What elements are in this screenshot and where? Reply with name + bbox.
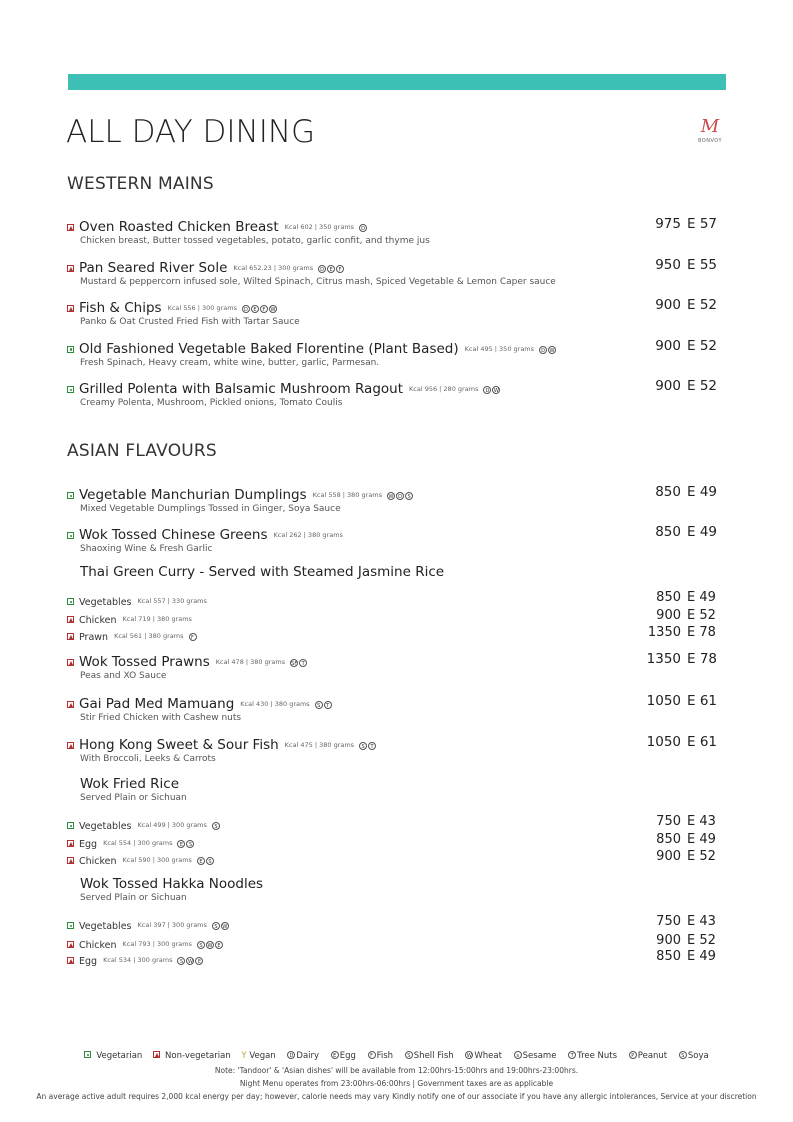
allergen-icon: W bbox=[388, 494, 394, 500]
allergen-icon: SF bbox=[291, 661, 298, 667]
allergen-icon: E bbox=[215, 941, 223, 949]
egg-icon: E bbox=[331, 1051, 339, 1059]
menu-option bbox=[67, 625, 729, 644]
option-price-euro: E 52 bbox=[687, 849, 716, 864]
menu-option bbox=[67, 914, 729, 933]
item-desc: Shaoxing Wine & Fresh Garlic bbox=[80, 544, 213, 554]
allergen-icon: D bbox=[483, 386, 491, 394]
option-price-euro: E 52 bbox=[687, 608, 716, 623]
item-name: Wok Tossed Chinese Greens bbox=[79, 527, 268, 543]
allergen-icon: E bbox=[177, 840, 185, 848]
option-price-euro: E 49 bbox=[687, 832, 716, 847]
option-name: Egg bbox=[79, 956, 98, 967]
item-name: Grilled Polenta with Balsamic Mushroom Ragout bbox=[79, 381, 403, 397]
soya-icon: S bbox=[679, 1051, 687, 1059]
option-meta: Kcal 793 | 300 grams bbox=[122, 940, 192, 948]
menu-item bbox=[67, 651, 729, 681]
veg-icon bbox=[67, 532, 74, 539]
item-desc: Mustard & peppercorn infused sole, Wilted Spinach, Citrus mash, Spiced Vegetable & Lemon Caper sauce bbox=[80, 276, 556, 287]
legend-vegetarian: Vegetarian bbox=[96, 1051, 143, 1061]
item-desc: With Broccoli, Leeks & Carrots bbox=[80, 754, 216, 764]
menu-item bbox=[67, 338, 729, 368]
option-meta: Kcal 397 | 300 grams bbox=[137, 921, 207, 929]
allergen-icon: D bbox=[318, 265, 326, 273]
vegan-icon: Y bbox=[241, 1051, 247, 1061]
allergen-icon: D bbox=[396, 492, 404, 500]
item-name: Pan Seared River Sole bbox=[79, 259, 228, 276]
option-price-euro: E 49 bbox=[687, 590, 716, 605]
allergen-icon: W bbox=[549, 347, 555, 354]
legend-fish: Fish bbox=[376, 1051, 394, 1061]
menu-option bbox=[67, 814, 729, 833]
menu-item bbox=[67, 297, 729, 327]
allergen-icon: S bbox=[177, 957, 185, 965]
item-desc: Fresh Spinach, Heavy cream, white wine, butter, garlic, Parmesan. bbox=[80, 357, 380, 368]
item-meta: Kcal 602 | 350 grams bbox=[284, 223, 355, 231]
item-price: 850 bbox=[655, 524, 681, 540]
item-price: 900 bbox=[655, 337, 681, 354]
allergen-icon: F bbox=[189, 633, 197, 641]
option-name: Vegetables bbox=[79, 921, 132, 932]
page-title: ALL DAY DINING bbox=[66, 114, 316, 150]
menu-item bbox=[67, 484, 729, 514]
allergen-icon: W bbox=[188, 959, 193, 965]
option-price-euro: E 78 bbox=[687, 625, 716, 640]
note-calorie: An average active adult requires 2,000 kcal energy per day; however, calorie needs may vary Kindly notify one of our associate if you have any allergic intolerances, Service at your discretion bbox=[36, 1092, 757, 1101]
item-price-euro: E 52 bbox=[687, 378, 717, 394]
nonveg-icon bbox=[67, 265, 74, 272]
option-meta: Kcal 590 | 300 grams bbox=[122, 856, 192, 864]
veg-icon bbox=[67, 598, 74, 605]
menu-item bbox=[67, 734, 729, 764]
allergen-icon: S bbox=[359, 742, 367, 750]
legend-sesame: Sesame bbox=[522, 1051, 557, 1061]
item-meta: Kcal 558 | 380 grams bbox=[312, 491, 383, 499]
shellfish-icon: S bbox=[405, 1051, 413, 1059]
item-name: Oven Roasted Chicken Breast bbox=[79, 219, 279, 235]
allergen-icon: W bbox=[207, 943, 213, 949]
option-meta: Kcal 534 | 300 grams bbox=[103, 956, 173, 964]
item-name: Gai Pad Med Mamuang bbox=[79, 695, 235, 712]
allergen-icon: D bbox=[539, 346, 547, 354]
hakka-noodles-title: Wok Tossed Hakka Noodles bbox=[80, 876, 264, 892]
option-meta: Kcal 719 | 380 grams bbox=[122, 615, 192, 623]
item-price-euro: E 61 bbox=[687, 734, 717, 750]
option-name: Chicken bbox=[79, 940, 117, 951]
option-price-euro: E 49 bbox=[687, 949, 716, 964]
veg-icon bbox=[67, 346, 74, 353]
veg-icon bbox=[67, 822, 74, 829]
thai-curry-title: Thai Green Curry - Served with Steamed Jasmine Rice bbox=[80, 564, 445, 580]
legend-shellfish: Shell Fish bbox=[413, 1051, 454, 1061]
fried-rice-desc: Served Plain or Sichuan bbox=[80, 793, 187, 803]
item-desc: Panko & Oat Crusted Fried Fish with Tartar Sauce bbox=[80, 317, 300, 327]
menu-item bbox=[67, 693, 729, 723]
tree-nuts-icon: T bbox=[568, 1051, 576, 1059]
item-price: 1050 bbox=[646, 734, 681, 750]
option-price: 850 bbox=[656, 590, 681, 605]
option-price: 850 bbox=[656, 832, 681, 847]
item-price: 850 bbox=[655, 484, 681, 500]
item-price: 1350 bbox=[646, 651, 681, 667]
veg-icon bbox=[84, 1051, 91, 1058]
item-price-euro: E 52 bbox=[687, 297, 717, 313]
item-meta: Kcal 495 | 350 grams bbox=[464, 344, 535, 353]
option-meta: Kcal 499 | 300 grams bbox=[137, 821, 207, 829]
item-name: Fish & Chips bbox=[79, 300, 162, 316]
legend-tree-nuts: Tree Nuts bbox=[577, 1051, 618, 1061]
item-price-euro: E 55 bbox=[687, 256, 717, 273]
menu-option bbox=[67, 590, 729, 609]
option-name: Prawn bbox=[79, 632, 109, 643]
item-name: Vegetable Manchurian Dumplings bbox=[79, 487, 307, 503]
wheat-icon: W bbox=[466, 1053, 472, 1059]
legend-dairy: Dairy bbox=[296, 1051, 320, 1061]
legend-egg: Egg bbox=[339, 1051, 356, 1061]
option-meta: Kcal 561 | 380 grams bbox=[114, 632, 184, 640]
item-price-euro: E 57 bbox=[687, 216, 717, 232]
allergen-icon: E bbox=[195, 957, 203, 965]
legend-nonveg: Non-vegetarian bbox=[165, 1051, 231, 1061]
legend-wheat: Wheat bbox=[474, 1051, 502, 1061]
legend-soya: Soya bbox=[687, 1051, 709, 1061]
option-name: Vegetables bbox=[79, 597, 132, 608]
allergen-icon: D bbox=[359, 224, 367, 232]
allergen-icon: W bbox=[222, 924, 228, 930]
logo-brand: BONVOY bbox=[697, 138, 723, 144]
allergen-icon: S bbox=[405, 492, 413, 500]
item-price: 950 bbox=[655, 256, 681, 273]
item-price: 900 bbox=[655, 297, 681, 313]
option-name: Egg bbox=[79, 839, 98, 850]
note-night-menu: Night Menu operates from 23:00hrs-06:00hrs | Government taxes are as applicable bbox=[239, 1079, 554, 1088]
option-price-euro: E 52 bbox=[687, 933, 716, 948]
item-meta: Kcal 475 | 380 grams bbox=[284, 741, 355, 749]
menu-item bbox=[67, 378, 729, 408]
menu-item bbox=[67, 257, 729, 287]
item-desc: Mixed Vegetable Dumplings Tossed in Ginger, Soya Sauce bbox=[80, 504, 341, 514]
item-desc: Stir Fried Chicken with Cashew nuts bbox=[80, 712, 242, 723]
logo-m-icon: M bbox=[700, 116, 720, 137]
item-meta: Kcal 262 | 380 grams bbox=[273, 531, 343, 539]
allergen-icon: S bbox=[315, 701, 323, 709]
allergen-icon: W bbox=[493, 388, 499, 394]
peanut-icon: P bbox=[629, 1051, 637, 1059]
allergen-icon: T bbox=[299, 659, 307, 667]
item-meta: Kcal 652.23 | 300 grams bbox=[233, 263, 314, 272]
option-price: 750 bbox=[656, 814, 681, 829]
section-title-asian: ASIAN FLAVOURS bbox=[67, 441, 217, 461]
allergen-icon: S bbox=[212, 822, 220, 830]
hakka-noodles-desc: Served Plain or Sichuan bbox=[80, 893, 187, 903]
nonveg-icon bbox=[67, 616, 74, 623]
header-accent-bar bbox=[68, 74, 726, 90]
nonveg-icon bbox=[67, 305, 74, 312]
allergen-icon: S bbox=[197, 941, 205, 949]
item-price-euro: E 78 bbox=[687, 651, 717, 667]
option-price: 1350 bbox=[647, 625, 681, 640]
item-price: 1050 bbox=[646, 692, 681, 709]
fish-icon: F bbox=[368, 1051, 376, 1059]
item-price-euro: E 49 bbox=[687, 524, 717, 540]
legend-vegan: Vegan bbox=[249, 1051, 276, 1061]
option-price: 750 bbox=[656, 914, 681, 929]
nonveg-icon bbox=[67, 957, 74, 964]
option-price-euro: E 43 bbox=[687, 814, 716, 829]
item-desc: Peas and XO Sauce bbox=[80, 671, 167, 681]
nonveg-icon bbox=[67, 857, 74, 864]
item-meta: Kcal 478 | 380 grams bbox=[215, 658, 286, 666]
item-desc: Creamy Polenta, Mushroom, Pickled onions, Tomato Coulis bbox=[80, 398, 343, 408]
nonveg-icon bbox=[67, 701, 74, 708]
allergen-icon: E bbox=[327, 265, 335, 273]
item-price: 900 bbox=[655, 378, 681, 394]
option-price: 900 bbox=[656, 933, 681, 948]
legend-peanut: Peanut bbox=[637, 1051, 668, 1061]
allergen-icon: T bbox=[368, 742, 376, 750]
option-meta: Kcal 554 | 300 grams bbox=[103, 839, 173, 847]
option-price: 900 bbox=[656, 849, 681, 864]
item-name: Wok Tossed Prawns bbox=[79, 654, 210, 670]
nonveg-icon bbox=[67, 659, 74, 666]
nonveg-icon bbox=[67, 224, 74, 231]
option-price-euro: E 43 bbox=[687, 914, 716, 929]
dairy-icon: D bbox=[287, 1051, 295, 1059]
allergen-icon: E bbox=[197, 857, 205, 865]
sesame-icon: s bbox=[514, 1051, 522, 1059]
nonveg-icon bbox=[67, 840, 74, 847]
option-name: Chicken bbox=[79, 615, 117, 626]
allergen-icon: S bbox=[206, 857, 214, 865]
allergen-icon: S bbox=[186, 840, 194, 848]
item-meta: Kcal 956 | 280 grams bbox=[409, 385, 479, 393]
veg-icon bbox=[67, 492, 74, 499]
option-price: 900 bbox=[656, 608, 681, 623]
nonveg-icon bbox=[67, 941, 74, 948]
item-price: 975 bbox=[655, 216, 681, 232]
allergen-icon: F bbox=[336, 265, 344, 273]
dietary-legend bbox=[0, 1051, 793, 1061]
fried-rice-title: Wok Fried Rice bbox=[80, 776, 180, 792]
allergen-icon: E bbox=[251, 305, 259, 313]
veg-icon bbox=[67, 386, 74, 393]
nonveg-icon bbox=[67, 742, 74, 749]
menu-option bbox=[67, 849, 729, 868]
item-price-euro: E 52 bbox=[687, 337, 717, 354]
nonveg-icon bbox=[153, 1051, 160, 1058]
allergen-icon: W bbox=[270, 307, 276, 313]
menu-item bbox=[67, 524, 729, 554]
item-price-euro: E 61 bbox=[687, 692, 717, 709]
item-name: Hong Kong Sweet & Sour Fish bbox=[79, 737, 279, 753]
veg-icon bbox=[67, 922, 74, 929]
option-price: 850 bbox=[656, 949, 681, 964]
allergen-icon: D bbox=[242, 305, 250, 313]
menu-item bbox=[67, 216, 729, 246]
menu-option bbox=[67, 949, 729, 968]
allergen-icon: F bbox=[260, 305, 268, 313]
item-desc: Chicken breast, Butter tossed vegetables, potato, garlic confit, and thyme jus bbox=[80, 236, 430, 246]
section-title-western: WESTERN MAINS bbox=[67, 174, 214, 194]
option-meta: Kcal 557 | 330 grams bbox=[137, 597, 207, 605]
option-name: Chicken bbox=[79, 856, 117, 867]
item-meta: Kcal 430 | 380 grams bbox=[240, 699, 310, 708]
item-name: Old Fashioned Vegetable Baked Florentine (Plant Based) bbox=[79, 340, 459, 357]
nonveg-icon bbox=[67, 633, 74, 640]
item-meta: Kcal 556 | 300 grams bbox=[167, 304, 237, 312]
option-name: Vegetables bbox=[79, 821, 132, 832]
allergen-icon: S bbox=[212, 922, 220, 930]
marriott-bonvoy-logo bbox=[690, 118, 730, 148]
note-timing: Note: 'Tandoor' & 'Asian dishes' will be available from 12:00hrs-15:00hrs and 19:00hrs-23:00hrs. bbox=[214, 1066, 579, 1075]
allergen-icon: T bbox=[324, 701, 332, 709]
item-price-euro: E 49 bbox=[687, 484, 717, 500]
